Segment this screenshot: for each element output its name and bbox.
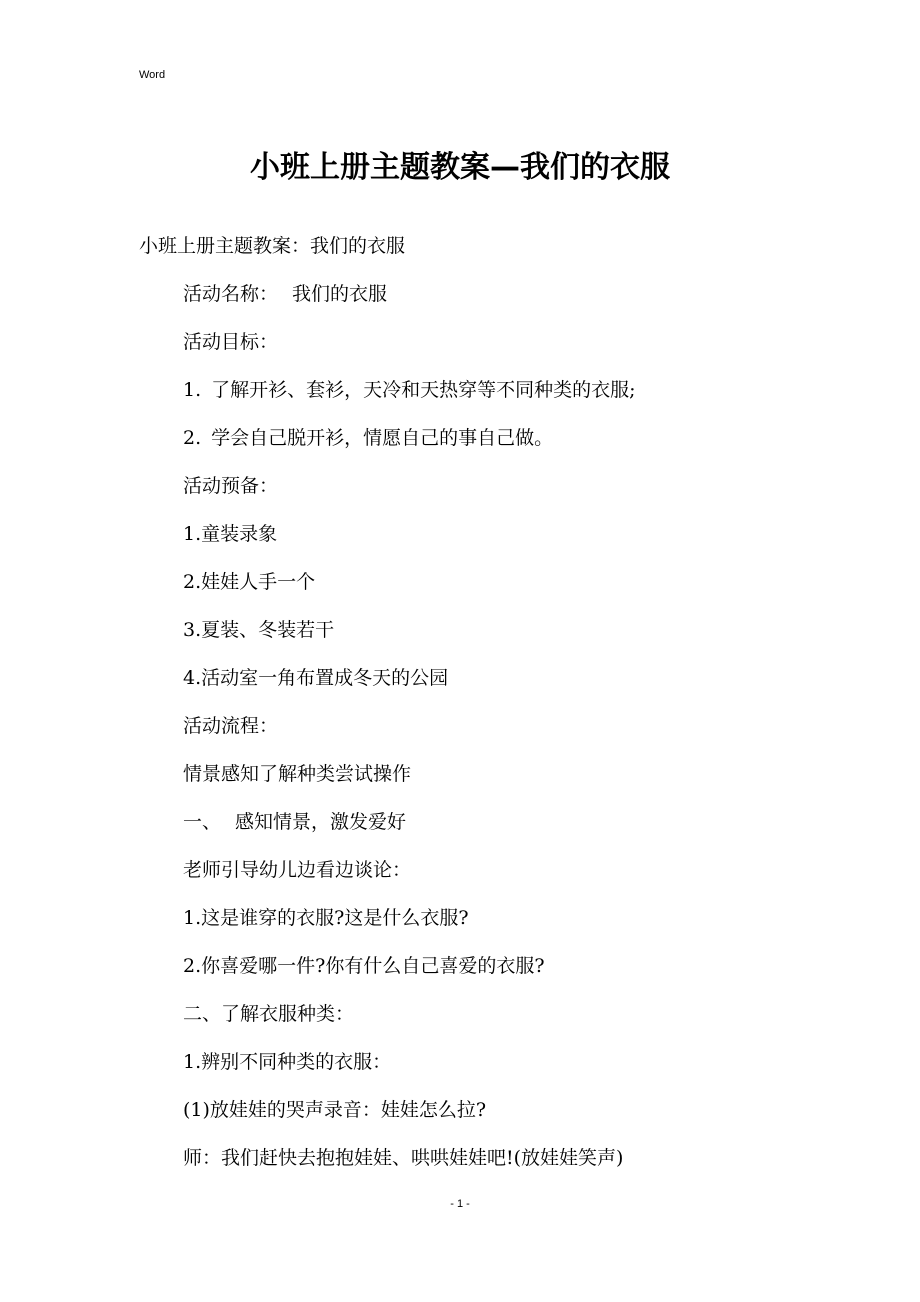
- section-two-heading: 二、了解衣服种类：: [183, 1003, 355, 1025]
- prep-item-1: 1.童装录象: [183, 523, 278, 545]
- process-heading: 活动流程：: [183, 715, 279, 737]
- activity-name-label: 活动名称：: [183, 283, 279, 305]
- goal-number: 1.: [183, 379, 202, 401]
- teacher-line: 师：我们赶快去抱抱娃娃、哄哄娃娃吧!(放娃娃笑声): [183, 1147, 624, 1169]
- process-summary: 情景感知了解种类尝试操作: [183, 763, 412, 785]
- goal-text: 了解开衫、套衫，天冷和天热穿等不同种类的衣服;: [211, 379, 636, 401]
- question-2: 2.你喜爱哪一件?你有什么自己喜爱的衣服?: [183, 955, 545, 977]
- step-one-a: (1)放娃娃的哭声录音：娃娃怎么拉?: [183, 1099, 487, 1121]
- section-one-title: 感知情景，激发爱好: [235, 811, 407, 833]
- header-label: Word: [139, 69, 166, 81]
- prep-heading: 活动预备：: [183, 475, 279, 497]
- section-one-heading: [183, 808, 406, 836]
- prep-item-2: 2.娃娃人手一个: [183, 571, 316, 593]
- step-one: 1.辨别不同种类的衣服：: [183, 1051, 392, 1073]
- prep-item-3: 3.夏装、冬装若干: [183, 619, 335, 641]
- goals-heading: 活动目标：: [183, 331, 279, 353]
- section-one-number: 一、: [183, 811, 222, 833]
- activity-name-line: [183, 280, 387, 308]
- question-1: 1.这是谁穿的衣服?这是什么衣服?: [183, 907, 469, 929]
- page-number: - 1 -: [450, 1198, 470, 1210]
- goal-item-1: [183, 376, 636, 404]
- goal-item-2: [183, 424, 553, 452]
- intro-line: 小班上册主题教案：我们的衣服: [139, 235, 406, 257]
- goal-text: 学会自己脱开衫，情愿自己的事自己做。: [211, 427, 554, 449]
- document-title: 小班上册主题教案—我们的衣服: [250, 150, 670, 185]
- teacher-guide: 老师引导幼儿边看边谈论：: [183, 859, 412, 881]
- prep-item-4: 4.活动室一角布置成冬天的公园: [183, 667, 449, 689]
- activity-name-value: 我们的衣服: [292, 283, 388, 305]
- goal-number: 2.: [183, 427, 202, 449]
